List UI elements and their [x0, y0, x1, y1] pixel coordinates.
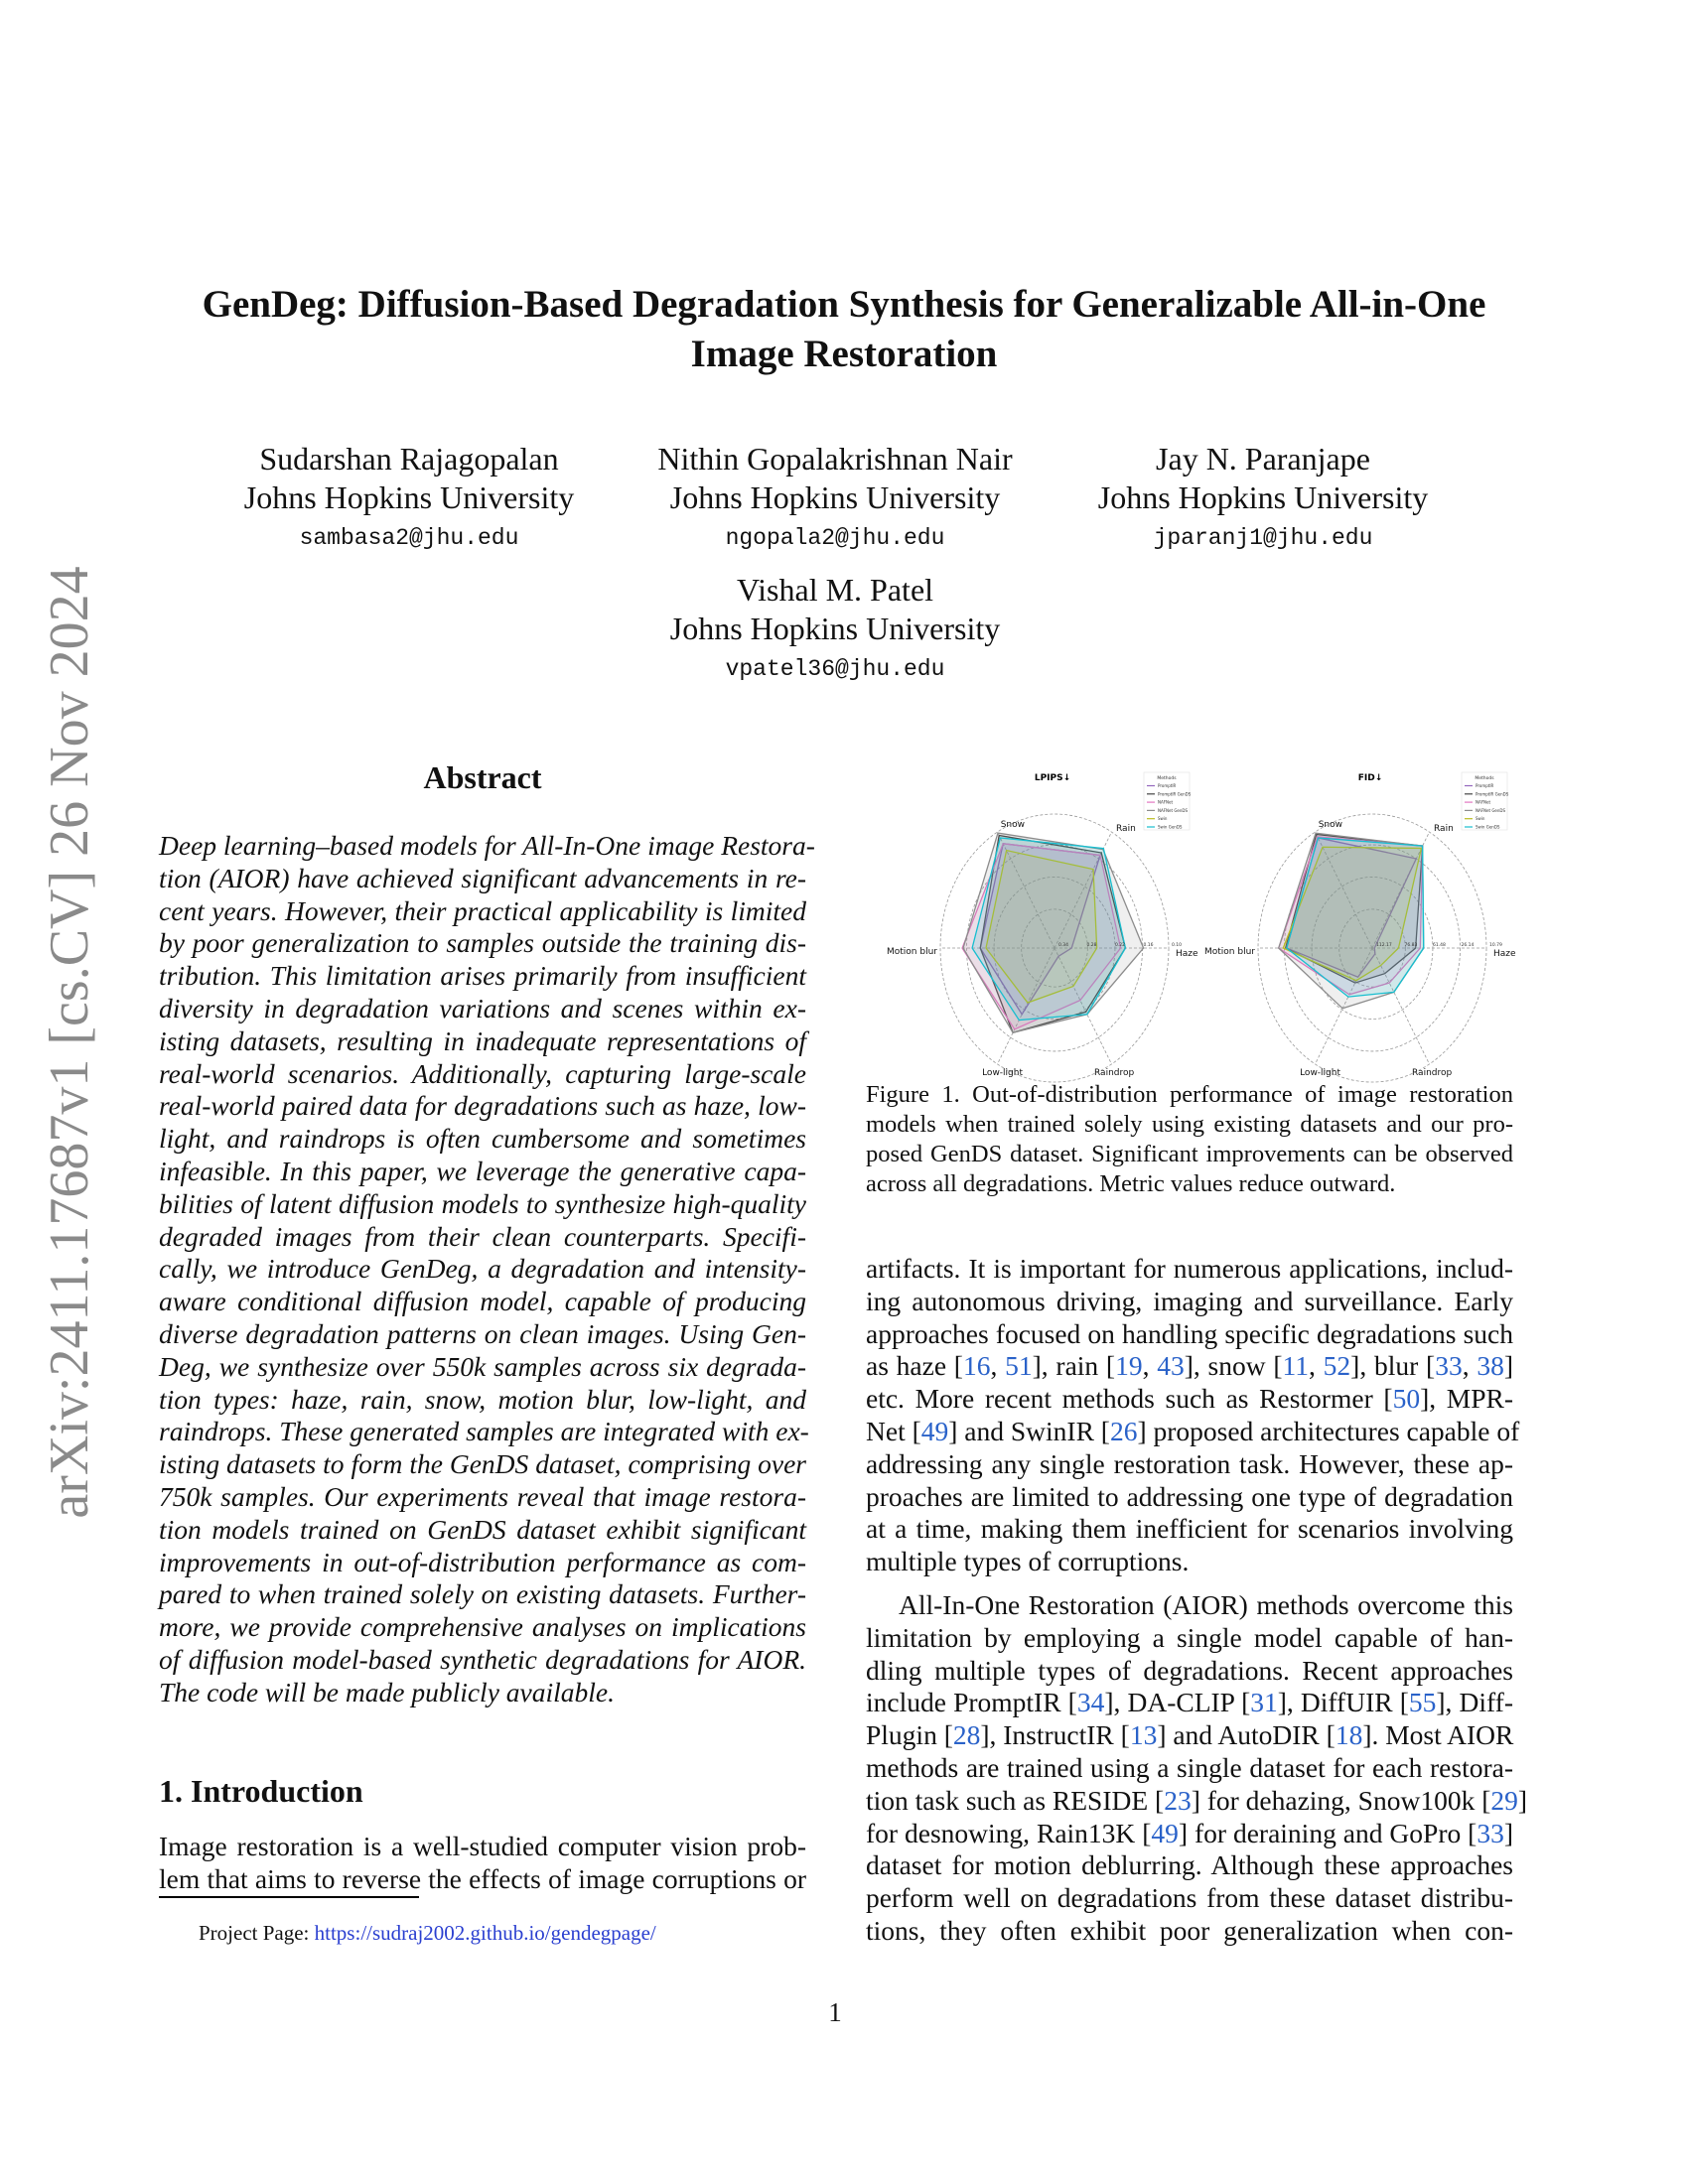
citation-link[interactable]: 38 [1477, 1350, 1504, 1382]
legend-title: Methods [1475, 776, 1494, 781]
text-line: tribution. This limitation arises primarily from insufficient [159, 960, 806, 992]
abstract-body [159, 830, 815, 1709]
text-line: tion task such as RESIDE [23] for dehazing, Snow100k [29] [866, 1784, 1528, 1816]
legend-entry: NAFNet [1158, 799, 1174, 805]
author-name: Nithin Gopalakrishnan Nair [657, 441, 1013, 477]
author-name: Jay N. Paranjape [1156, 441, 1370, 477]
text-line: improvements in out-of-distribution performance as com- [159, 1546, 806, 1577]
text-line: ing autonomous driving, imaging and surveillance. Early [866, 1285, 1513, 1316]
citation-link[interactable]: 28 [952, 1719, 981, 1751]
tick-label: 0.28 [1086, 943, 1097, 948]
text-line: Plugin [28], InstructIR [13] and AutoDIR [18]. Most AIOR [866, 1719, 1514, 1751]
tick-label: 10.79 [1489, 943, 1502, 948]
axis-label: Haze [1176, 949, 1198, 959]
text-line: real-world scenarios. Additionally, capturing large-scale [159, 1057, 806, 1089]
text-line: diversity in degradation variations and scenes within ex- [159, 992, 806, 1024]
legend-entry: Swin GenDS [1158, 824, 1183, 830]
legend-entry: Swin [1476, 816, 1485, 822]
text-line: artifacts. It is important for numerous applications, includ- [866, 1253, 1513, 1284]
tick-label: 61.48 [1433, 943, 1446, 948]
citation-link[interactable]: 31 [1250, 1687, 1278, 1718]
text-line: degraded images from their clean counterparts. Specifi- [159, 1220, 806, 1252]
citation-link[interactable]: 33 [1477, 1817, 1504, 1848]
axis-label: Motion blur [1204, 947, 1255, 957]
text-line: isting datasets to form the GenDS dataset, comprising over [159, 1448, 806, 1480]
citation-link[interactable]: 49 [920, 1415, 949, 1446]
axis-label: Snow [1318, 820, 1342, 830]
author-name: Sudarshan Rajagopalan [259, 441, 559, 477]
author-email[interactable]: sambasa2@jhu.edu [299, 525, 519, 551]
text-line: include PromptIR [34], DA-CLIP [31], DiffUIR [55], Diff- [866, 1687, 1513, 1718]
text-line: models when trained solely using existing datasets and our pro- [866, 1111, 1513, 1138]
text-line: dling multiple types of degradations. Recent approaches [866, 1654, 1513, 1686]
text-line: for desnowing, Rain13K [49] for deraining and GoPro [33] [866, 1817, 1513, 1848]
text-line: All-In-One Restoration (AIOR) methods overcome this [899, 1589, 1513, 1620]
text-line: of diffusion model-based synthetic degradations for AIOR. [159, 1643, 806, 1675]
author-affiliation: Johns Hopkins University [669, 611, 1001, 646]
text-line: tion types: haze, rain, snow, motion blur, low-light, and [159, 1383, 806, 1415]
text-line: tion (AIOR) have achieved significant advancements in re- [159, 862, 806, 893]
author-block [1005, 440, 1521, 559]
citation-link[interactable]: 18 [1335, 1719, 1363, 1751]
text-line: at a time, making them inefficient for scenarios involving [866, 1513, 1513, 1545]
text-line: real-world paired data for degradations such as haze, low- [159, 1090, 806, 1122]
figure-1-radar-charts [864, 745, 1519, 1078]
citation-link[interactable]: 55 [1408, 1687, 1437, 1718]
citation-link[interactable]: 19 [1115, 1350, 1143, 1382]
legend-entry: PromptIR GenDS [1476, 791, 1509, 797]
title-line: GenDeg: Diffusion-Based Degradation Synthesis for Generalizable All-in-One [202, 283, 1486, 326]
arxiv-stamp: arXiv:2411.17687v1 [cs.CV] 26 Nov 2024 [39, 566, 100, 1519]
tick-label: 112.17 [1376, 943, 1392, 948]
legend-entry: NAFNet [1476, 799, 1491, 805]
legend-entry: PromptIR GenDS [1158, 791, 1192, 797]
citation-link[interactable]: 50 [1392, 1383, 1421, 1415]
text-line: bilities of latent diffusion models to synthesize high-quality [159, 1187, 806, 1219]
author-affiliation: Johns Hopkins University [243, 479, 575, 515]
text-line: raindrops. These generated samples are integrated with ex- [159, 1416, 809, 1447]
citation-link[interactable]: 34 [1076, 1687, 1105, 1718]
tick-label: 76.83 [1404, 943, 1418, 948]
author-name: Vishal M. Patel [736, 572, 934, 608]
text-line: cent years. However, their practical applicability is limited [159, 894, 806, 926]
text-line: light, and raindrops is often cumbersome and sometimes [159, 1123, 806, 1155]
axis-label: Low-light [1300, 1068, 1340, 1078]
citation-link[interactable]: 26 [1109, 1415, 1138, 1446]
legend-entry: Swin [1158, 816, 1168, 822]
text-line: infeasible. In this paper, we leverage the generative capa- [159, 1155, 806, 1186]
axis-label: Raindrop [1412, 1068, 1453, 1078]
axis-label: Low-light [982, 1068, 1023, 1078]
axis-label: Rain [1434, 824, 1454, 834]
citation-link[interactable]: 11 [1282, 1350, 1310, 1382]
text-line: Deep learning–based models for All-In-One image Restora- [159, 830, 815, 861]
text-line: as haze [16, 51], rain [19, 43], snow [11, 52], blur [33, 38] [866, 1350, 1513, 1382]
axis-label: Rain [1116, 824, 1136, 834]
author-affiliation: Johns Hopkins University [669, 479, 1001, 515]
text-line: diverse degradation patterns on clean images. Using Gen- [159, 1317, 806, 1349]
figure-caption [866, 1080, 1513, 1199]
legend-entry: PromptIR [1476, 783, 1494, 788]
tick-label: 0.10 [1172, 943, 1183, 948]
text-line: approaches focused on handling specific degradations such [866, 1317, 1513, 1349]
text-line: Net [49] and SwinIR [26] proposed architectures capable of [866, 1415, 1520, 1446]
chart-title: LPIPS↓ [1034, 773, 1071, 783]
tick-label: 26.14 [1461, 943, 1475, 948]
text-line: The code will be made publicly available. [159, 1676, 615, 1707]
tick-label: 0.34 [1058, 943, 1069, 948]
citation-link[interactable]: 43 [1157, 1350, 1185, 1382]
tick-label: 0.22 [1115, 943, 1126, 948]
text-line: 750k samples. Our experiments reveal that image restora- [159, 1480, 806, 1512]
axis-label: Motion blur [887, 947, 937, 957]
citation-link[interactable]: 49 [1151, 1817, 1179, 1848]
introduction-right-para-1 [866, 1253, 1520, 1578]
citation-link[interactable]: 29 [1490, 1784, 1518, 1816]
text-line: proaches are limited to addressing one type of degradation [866, 1480, 1513, 1512]
text-line: dataset for motion deblurring. Although these approaches [866, 1849, 1513, 1881]
text-line: methods are trained using a single dataset for each restora- [866, 1751, 1513, 1783]
text-line: by poor generalization to samples outside the training dis- [159, 927, 806, 959]
text-line: tion models trained on GenDS dataset exhibit significant [159, 1513, 806, 1545]
introduction-right-para-2 [866, 1589, 1528, 1948]
citation-link[interactable]: 52 [1323, 1350, 1351, 1382]
author-email[interactable]: vpatel36@jhu.edu [725, 656, 945, 682]
text-line: multiple types of corruptions. [866, 1546, 1190, 1577]
text-line: Image restoration is a well-studied computer vision prob- [159, 1831, 806, 1861]
text-line: lem that aims to reverse the effects of image corruptions or [159, 1862, 806, 1894]
text-line: across all degradations. Metric values reduce outward. [866, 1170, 1396, 1197]
author-email[interactable]: jparanj1@jhu.edu [1153, 525, 1373, 551]
axis-label: Raindrop [1094, 1068, 1135, 1078]
text-line: aware conditional diffusion model, capable of producing [159, 1286, 806, 1317]
page-number: 1 [828, 1997, 842, 2027]
text-line: Figure 1. Out-of-distribution performance of image restoration [866, 1081, 1513, 1108]
text-line: Deg, we synthesize over 550k samples across six degrada- [159, 1350, 806, 1382]
text-line: addressing any single restoration task. However, these ap- [866, 1447, 1513, 1479]
citation-link[interactable]: 16 [962, 1350, 991, 1382]
citation-link[interactable]: 33 [1435, 1350, 1463, 1382]
abstract-heading: Abstract [423, 759, 542, 795]
axis-label: Haze [1493, 949, 1516, 959]
text-line: etc. More recent methods such as Restormer [50], MPR- [866, 1383, 1514, 1415]
citation-link[interactable]: 23 [1164, 1784, 1192, 1816]
text-line: more, we provide comprehensive analyses on implications [159, 1611, 806, 1643]
introduction-heading: 1. Introduction [159, 1773, 363, 1809]
footnote [199, 1921, 656, 1946]
text-line: perform well on degradations from these dataset distribu- [866, 1882, 1513, 1914]
axis-label: Snow [1000, 820, 1025, 830]
author-affiliation: Johns Hopkins University [1097, 479, 1429, 515]
legend-entry: Swin GenDS [1476, 824, 1500, 830]
paper-title [99, 280, 1589, 379]
text-line: isting datasets, resulting in inadequate representations of [159, 1024, 806, 1056]
footnote-divider [159, 1896, 419, 1898]
chart-title: FID↓ [1357, 773, 1383, 783]
introduction-left-text [159, 1831, 806, 1896]
legend-entry: PromptIR [1158, 783, 1177, 788]
citation-link[interactable]: 13 [1129, 1719, 1158, 1751]
text-line: posed GenDS dataset. Significant improvements can be observed [866, 1141, 1513, 1167]
citation-link[interactable]: 51 [1005, 1350, 1033, 1382]
radar-chart-lpips [887, 772, 1198, 1082]
author-email[interactable]: ngopala2@jhu.edu [725, 525, 945, 551]
text-line: pared to when trained solely on existing datasets. Further- [159, 1578, 806, 1610]
title-line: Image Restoration [690, 333, 998, 375]
text-line: cally, we introduce GenDeg, a degradation and intensity- [159, 1253, 806, 1285]
legend-entry: NAFNet GenDS [1476, 807, 1506, 813]
text-line: limitation by employing a single model capable of han- [866, 1621, 1513, 1653]
radar-chart-fid [1204, 772, 1516, 1082]
legend-entry: NAFNet GenDS [1158, 807, 1189, 813]
project-page-link[interactable]: https://sudraj2002.github.io/gendegpage/ [314, 1921, 656, 1945]
legend-title: Methods [1157, 776, 1177, 781]
tick-label: 0.16 [1143, 943, 1154, 948]
text-line: tions, they often exhibit poor generalization when con- [866, 1914, 1513, 1946]
author-block [577, 571, 1093, 690]
footnote-label: Project Page: [199, 1921, 315, 1945]
